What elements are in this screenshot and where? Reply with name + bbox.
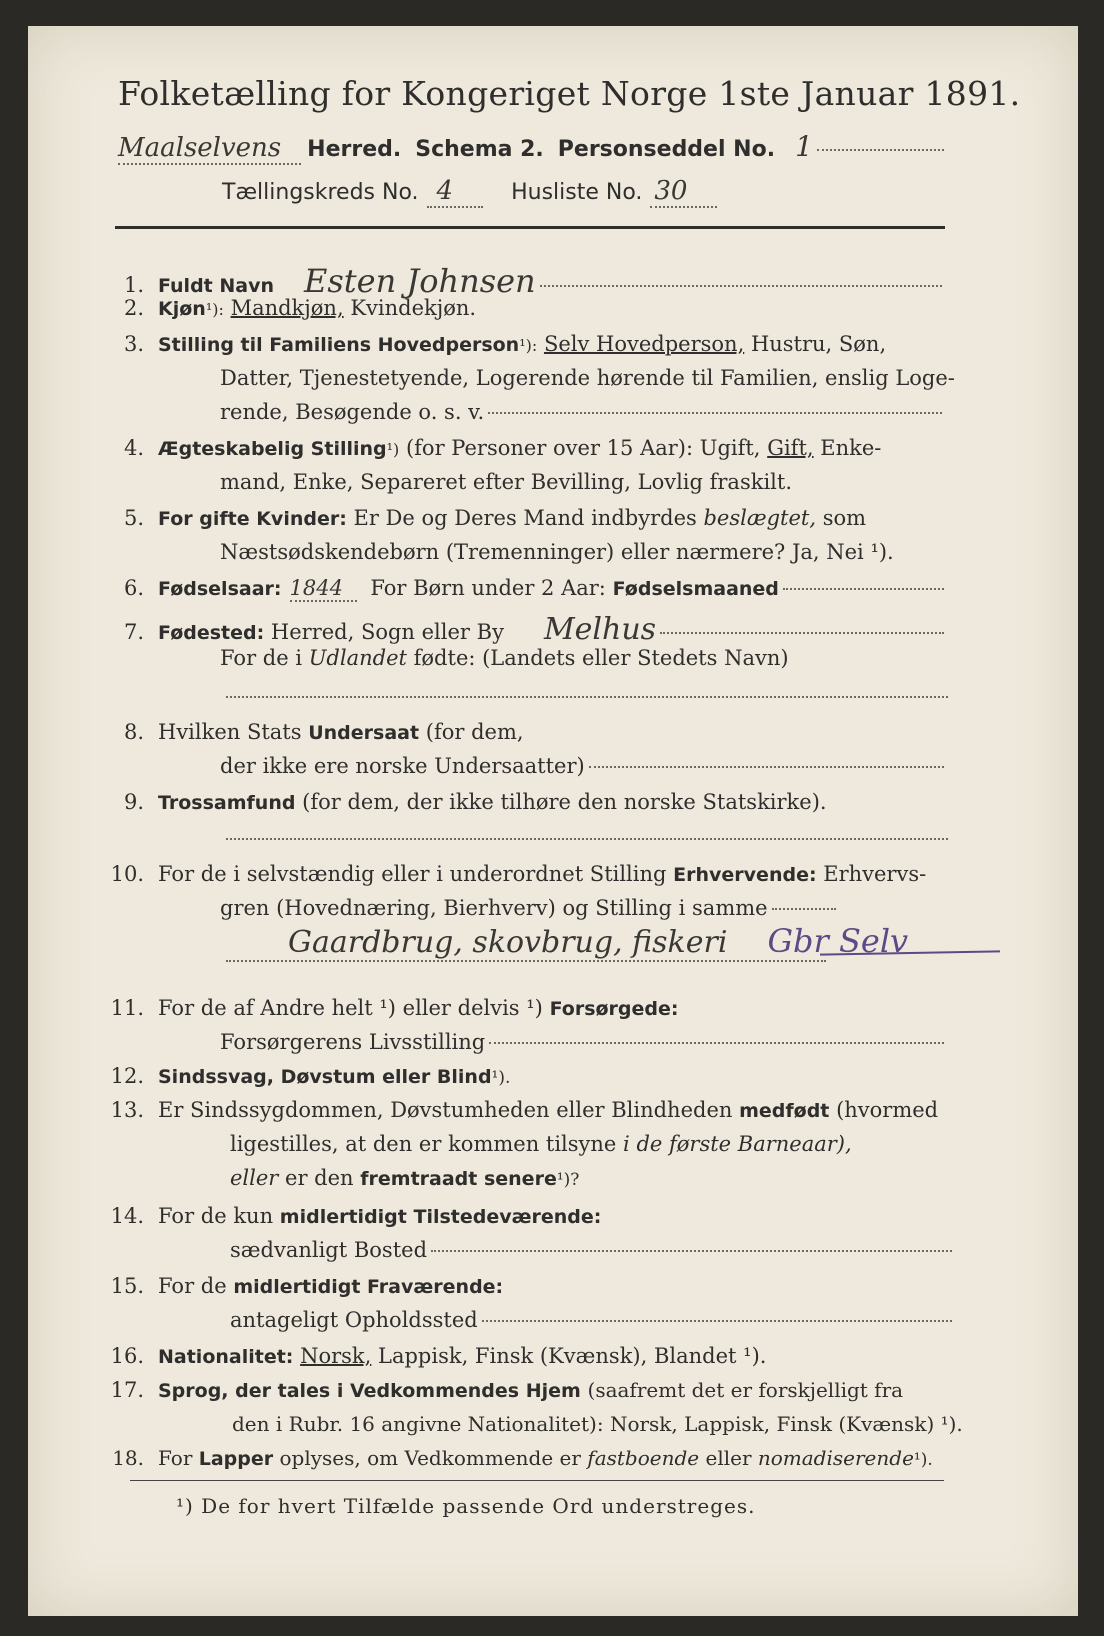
- q4-text2: Enke-: [820, 436, 882, 460]
- q16-number: 16.: [110, 1344, 144, 1368]
- q10-text: For de i selvstændig eller i underordnet Stilling: [158, 862, 667, 886]
- q5-label: For gifte Kvinder:: [158, 508, 347, 530]
- q14-number: 14.: [110, 1204, 144, 1228]
- q13-number: 13.: [110, 1098, 144, 1122]
- q5-row: [96, 506, 866, 530]
- q16-rest: Lappisk, Finsk (Kvænsk), Blandet ¹).: [378, 1344, 767, 1368]
- q1-row: [96, 262, 946, 300]
- q9-blank-line: [226, 838, 948, 840]
- q16-selected: Norsk,: [300, 1344, 372, 1368]
- q4-number: 4.: [123, 436, 144, 460]
- q9-label: Trossamfund: [158, 792, 296, 814]
- header-rule: [115, 226, 945, 229]
- q5-number: 5.: [123, 506, 144, 530]
- footnote: ¹) De for hvert Tilfælde passende Ord understreges.: [176, 1494, 756, 1518]
- q4-line2: mand, Enke, Separeret efter Bevilling, Lovlig fraskilt.: [220, 470, 793, 494]
- q13-line3b: fremtraadt senere: [360, 1168, 557, 1190]
- q1-number: 1.: [123, 273, 144, 297]
- q12-sup: ¹).: [491, 1068, 511, 1088]
- q8-number: 8.: [123, 720, 144, 744]
- q1-label: Fuldt Navn: [158, 275, 275, 297]
- q11-number: 11.: [110, 996, 144, 1020]
- q17-line2: den i Rubr. 16 angivne Nationalitet): Norsk, Lappisk, Finsk (Kvænsk) ¹).: [232, 1412, 963, 1436]
- q18-label: Lapper: [198, 1448, 274, 1470]
- q17-row: [96, 1378, 903, 1402]
- q18-text4: ¹).: [913, 1450, 933, 1470]
- q14-row: [96, 1204, 601, 1228]
- q6-value: 1844: [290, 576, 357, 602]
- q6-row: [96, 576, 948, 602]
- q5-italic: beslægtet,: [703, 506, 816, 530]
- q3-number: 3.: [123, 332, 144, 356]
- q3-rest: Hustru, Søn,: [750, 332, 887, 356]
- q7-line2a: For de i: [220, 646, 303, 670]
- q7-text: Herred, Sogn eller By: [270, 620, 504, 644]
- q7-line2i: Udlandet: [308, 646, 407, 670]
- kreds-value: 4: [427, 176, 484, 208]
- kreds-label: Tællingskreds No.: [222, 180, 419, 205]
- q12-label: Sindssvag, Døvstum eller Blind: [158, 1066, 492, 1088]
- q3-selected: Selv Hovedperson,: [543, 332, 745, 356]
- q15-row: [96, 1274, 503, 1298]
- q12-row: [96, 1064, 510, 1088]
- q4-selected: Gift,: [767, 436, 814, 460]
- q12-number: 12.: [110, 1064, 144, 1088]
- q7-row: [96, 612, 948, 647]
- q13-line2: [230, 1132, 852, 1156]
- q10-text2: Erhvervs-: [823, 862, 927, 886]
- q11-row: [96, 996, 679, 1020]
- q7-line2: [220, 646, 789, 670]
- q14-line2-row: [230, 1238, 956, 1262]
- q3-row: [96, 332, 886, 356]
- q1-value: Esten Johnsen: [304, 262, 536, 300]
- herred-value: Maalselvens: [118, 133, 301, 165]
- q6-label: Fødselsaar:: [158, 578, 282, 600]
- q7-line2b: fødte: (Landets eller Stedets Navn): [413, 646, 789, 670]
- husliste-value: 30: [650, 176, 717, 208]
- q8-line2-row: [220, 754, 948, 778]
- q16-label: Nationalitet:: [158, 1346, 294, 1368]
- q13-line2a: ligestilles, at den er kommen tilsyne: [230, 1132, 617, 1156]
- q11-text: For de af Andre helt ¹) eller delvis ¹): [158, 996, 543, 1020]
- q18-text1: For: [158, 1446, 193, 1470]
- q15-line2: antageligt Opholdssted: [230, 1308, 478, 1332]
- q8-label: Undersaat: [308, 722, 420, 744]
- q13-line3i: eller: [230, 1166, 279, 1190]
- q4-sup: ¹): [386, 440, 400, 459]
- q4-text: (for Personer over 15 Aar): Ugift,: [405, 436, 761, 460]
- q10-answer-line: [226, 960, 826, 962]
- q4-row: [96, 436, 881, 460]
- q13-label: medfødt: [739, 1100, 830, 1122]
- q13-text2: (hvormed: [836, 1098, 939, 1122]
- q7-blank-line: [226, 696, 948, 698]
- q13-line3a: er den: [285, 1166, 354, 1190]
- q10-line2-row: [220, 896, 840, 920]
- q5-line2: Næstsødskendebørn (Tremenninger) eller nærmere? Ja, Nei ¹).: [220, 540, 894, 564]
- q8-text2: (for dem,: [425, 720, 524, 744]
- q3-sup: ¹):: [519, 336, 538, 355]
- header-herred-line: [118, 130, 948, 165]
- q17-number: 17.: [110, 1378, 144, 1402]
- q18-text3: eller: [705, 1446, 752, 1470]
- q10-line2: gren (Hovednæring, Bierhverv) og Stilling i samme: [220, 896, 768, 920]
- q8-row: [96, 720, 524, 744]
- q10-label: Erhvervende:: [673, 864, 817, 886]
- q15-label: midlertidigt Fraværende:: [233, 1276, 504, 1298]
- personseddel-value: 1: [795, 130, 813, 163]
- form-title: Folketælling for Kongeriget Norge 1ste Januar 1891.: [118, 74, 1021, 113]
- q6-number: 6.: [123, 576, 144, 600]
- q3-line3: rende, Besøgende o. s. v.: [220, 400, 485, 424]
- q18-number: 18.: [112, 1446, 144, 1470]
- q10-number: 10.: [110, 862, 144, 886]
- q11-line2: Forsørgerens Livsstilling: [220, 1030, 486, 1054]
- q15-text: For de: [158, 1274, 227, 1298]
- q16-row: [96, 1344, 766, 1368]
- q6-label2: Fødselsmaaned: [612, 578, 779, 600]
- q8-text: Hvilken Stats: [158, 720, 302, 744]
- q14-text: For de kun: [158, 1204, 274, 1228]
- q7-label: Fødested:: [158, 622, 265, 644]
- q18-text2: oplyses, om Vedkommende er: [279, 1446, 581, 1470]
- q15-line2-row: [230, 1308, 956, 1332]
- husliste-label: Husliste No.: [511, 180, 643, 205]
- q2-row: [96, 296, 476, 320]
- q10-row: [96, 862, 926, 886]
- q3-line2: Datter, Tjenestetyende, Logerende hørende til Familien, enslig Loge-: [220, 366, 955, 390]
- q13-text: Er Sindssygdommen, Døvstumheden eller Blindheden: [158, 1098, 733, 1122]
- q10-value: Gaardbrug, skovbrug, fiskeri: [288, 925, 728, 960]
- herred-label: Herred.: [307, 137, 402, 162]
- q2-option-male: Mandkjøn,: [230, 296, 344, 320]
- q7-number: 7.: [123, 620, 144, 644]
- q5-text2: som: [822, 506, 867, 530]
- q2-option-female: Kvindekjøn.: [350, 296, 477, 320]
- q9-text: (for dem, der ikke tilhøre den norske Statskirke).: [302, 790, 827, 814]
- q7-value: Melhus: [543, 612, 657, 647]
- q2-sup: ¹):: [205, 300, 224, 319]
- q2-label: Kjøn: [158, 298, 206, 320]
- personseddel-label: Personseddel No.: [557, 137, 776, 162]
- q3-line3-row: [220, 400, 946, 424]
- q17-label: Sprog, der tales i Vedkommendes Hjem: [158, 1380, 581, 1402]
- footnote-rule: [130, 1480, 944, 1481]
- q13-line3c: ¹)?: [556, 1170, 580, 1190]
- q18-row: [96, 1446, 933, 1470]
- q4-label: Ægteskabelig Stilling: [158, 438, 387, 460]
- q2-number: 2.: [123, 296, 144, 320]
- q13-line2i: i de første Barneaar),: [623, 1132, 852, 1156]
- q14-label: midlertidigt Tilstedeværende:: [279, 1206, 602, 1228]
- q5-text: Er De og Deres Mand indbyrdes: [353, 506, 697, 530]
- q6-text: For Børn under 2 Aar:: [370, 576, 606, 600]
- header-kreds-line: [222, 176, 717, 208]
- q17-text: (saafremt det er forskjelligt fra: [587, 1378, 904, 1402]
- q18-italic1: fastboende: [587, 1446, 700, 1470]
- q11-line2-row: [220, 1030, 948, 1054]
- schema-label: Schema 2.: [415, 137, 544, 162]
- q9-row: [96, 790, 827, 814]
- q15-number: 15.: [110, 1274, 144, 1298]
- q18-italic2: nomadiserende: [757, 1446, 914, 1470]
- q9-number: 9.: [123, 790, 144, 814]
- q10-value2: Gbr Selv: [767, 922, 909, 960]
- q11-label: Forsørgede:: [549, 998, 679, 1020]
- q13-row: [96, 1098, 938, 1122]
- q14-line2: sædvanligt Bosted: [230, 1238, 428, 1262]
- q8-line2: der ikke ere norske Undersaatter): [220, 754, 585, 778]
- q13-line3: [230, 1166, 579, 1190]
- q3-label: Stilling til Familiens Hovedperson: [158, 334, 520, 356]
